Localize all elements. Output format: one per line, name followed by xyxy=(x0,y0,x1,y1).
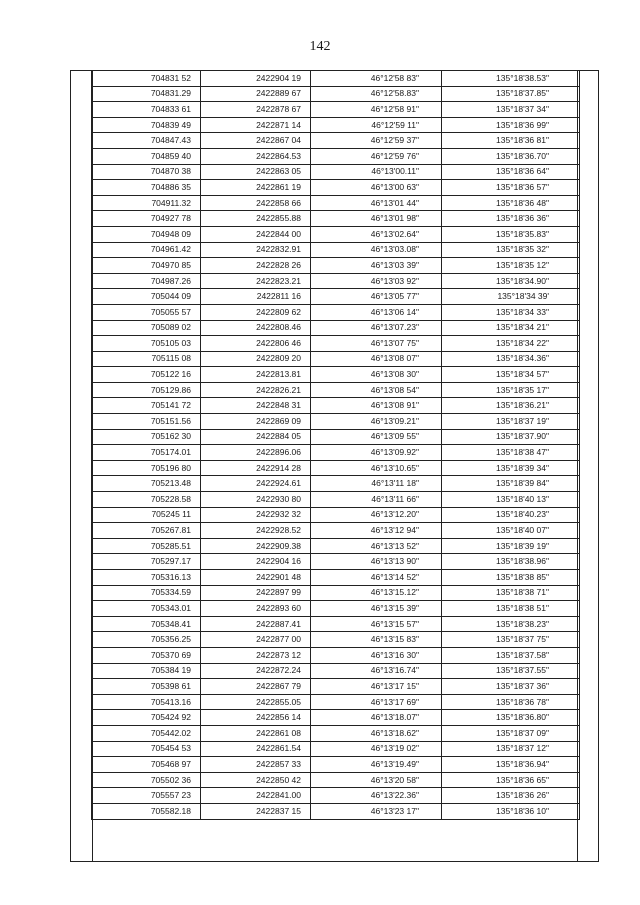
longitude-cell: 135°18'38.23" xyxy=(442,616,580,632)
latitude-cell: 46°12'59 76" xyxy=(311,148,442,164)
x-coordinate-cell: 705334.59 xyxy=(92,585,201,601)
y-coordinate-cell: 2422930 80 xyxy=(201,492,311,508)
table-row xyxy=(92,258,580,274)
table-row xyxy=(92,585,580,601)
x-coordinate-cell: 705557 23 xyxy=(92,788,201,804)
y-coordinate-cell: 2422811 16 xyxy=(201,289,311,305)
y-coordinate-cell: 2422897 99 xyxy=(201,585,311,601)
longitude-cell: 135°18'36 26" xyxy=(442,788,580,804)
x-coordinate-cell: 705424 92 xyxy=(92,710,201,726)
table-row xyxy=(92,164,580,180)
x-coordinate-cell: 704859 40 xyxy=(92,148,201,164)
y-coordinate-cell: 2422901 48 xyxy=(201,570,311,586)
y-coordinate-cell: 2422877 00 xyxy=(201,632,311,648)
latitude-cell: 46°13'11 18" xyxy=(311,476,442,492)
table-row xyxy=(92,460,580,476)
y-coordinate-cell: 2422928.52 xyxy=(201,523,311,539)
longitude-cell: 135°18'34 33" xyxy=(442,304,580,320)
x-coordinate-cell: 705245 11 xyxy=(92,507,201,523)
latitude-cell: 46°13'09 55" xyxy=(311,429,442,445)
x-coordinate-cell: 705196 80 xyxy=(92,460,201,476)
latitude-cell: 46°13'11 66" xyxy=(311,492,442,508)
longitude-cell: 135°18'35.83" xyxy=(442,226,580,242)
y-coordinate-cell: 2422823.21 xyxy=(201,273,311,289)
longitude-cell: 135°18'37 75" xyxy=(442,632,580,648)
latitude-cell: 46°13'09.92" xyxy=(311,445,442,461)
table-row xyxy=(92,788,580,804)
longitude-cell: 135°18'36.94" xyxy=(442,757,580,773)
y-coordinate-cell: 2422924.61 xyxy=(201,476,311,492)
longitude-cell: 135°18'39 84" xyxy=(442,476,580,492)
longitude-cell: 135°18'35 12" xyxy=(442,258,580,274)
x-coordinate-cell: 704870 38 xyxy=(92,164,201,180)
y-coordinate-cell: 2422871 14 xyxy=(201,117,311,133)
y-coordinate-cell: 2422893 60 xyxy=(201,601,311,617)
longitude-cell: 135°18'37.85" xyxy=(442,86,580,102)
x-coordinate-cell: 704847.43 xyxy=(92,133,201,149)
x-coordinate-cell: 705151.56 xyxy=(92,414,201,430)
latitude-cell: 46°13'13 52" xyxy=(311,538,442,554)
table-row xyxy=(92,414,580,430)
latitude-cell: 46°13'09.21" xyxy=(311,414,442,430)
y-coordinate-cell: 2422809 20 xyxy=(201,351,311,367)
x-coordinate-cell: 705384 19 xyxy=(92,663,201,679)
longitude-cell: 135°18'38 47" xyxy=(442,445,580,461)
longitude-cell: 135°18'37.90" xyxy=(442,429,580,445)
latitude-cell: 46°13'08 54" xyxy=(311,382,442,398)
latitude-cell: 46°13'10.65" xyxy=(311,460,442,476)
latitude-cell: 46°13'03 39" xyxy=(311,258,442,274)
latitude-cell: 46°13'12 94" xyxy=(311,523,442,539)
latitude-cell: 46°13'18.62" xyxy=(311,725,442,741)
x-coordinate-cell: 705502 36 xyxy=(92,772,201,788)
table-row xyxy=(92,242,580,258)
longitude-cell: 135°18'37 12" xyxy=(442,741,580,757)
y-coordinate-cell: 2422808.46 xyxy=(201,320,311,336)
longitude-cell: 135°18'34 22" xyxy=(442,336,580,352)
longitude-cell: 135°18'38.96" xyxy=(442,554,580,570)
x-coordinate-cell: 704833 61 xyxy=(92,102,201,118)
y-coordinate-cell: 2422837 15 xyxy=(201,803,311,819)
latitude-cell: 46°13'07 75" xyxy=(311,336,442,352)
x-coordinate-cell: 704970 85 xyxy=(92,258,201,274)
y-coordinate-cell: 2422813.81 xyxy=(201,367,311,383)
x-coordinate-cell: 705089 02 xyxy=(92,320,201,336)
table-row xyxy=(92,148,580,164)
table-row xyxy=(92,663,580,679)
latitude-cell: 46°13'12.20" xyxy=(311,507,442,523)
x-coordinate-cell: 705413.16 xyxy=(92,694,201,710)
longitude-cell: 135°18'36 64" xyxy=(442,164,580,180)
table-row xyxy=(92,102,580,118)
table-row xyxy=(92,741,580,757)
longitude-cell: 135°18'37 09" xyxy=(442,725,580,741)
x-coordinate-cell: 705356.25 xyxy=(92,632,201,648)
x-coordinate-cell: 705582.18 xyxy=(92,803,201,819)
longitude-cell: 135°18'39 19" xyxy=(442,538,580,554)
latitude-cell: 46°12'59 11" xyxy=(311,117,442,133)
latitude-cell: 46°13'20 58" xyxy=(311,772,442,788)
x-coordinate-cell: 705213.48 xyxy=(92,476,201,492)
latitude-cell: 46°13'15 83" xyxy=(311,632,442,648)
x-coordinate-cell: 705044 09 xyxy=(92,289,201,305)
longitude-cell: 135°18'34.36" xyxy=(442,351,580,367)
longitude-cell: 135°18'36.80" xyxy=(442,710,580,726)
x-coordinate-cell: 704839 49 xyxy=(92,117,201,133)
x-coordinate-cell: 704886 35 xyxy=(92,180,201,196)
longitude-cell: 135°18'34 21" xyxy=(442,320,580,336)
left-margin-column xyxy=(71,71,93,861)
table-row xyxy=(92,757,580,773)
latitude-cell: 46°13'07.23" xyxy=(311,320,442,336)
latitude-cell: 46°13'08 30" xyxy=(311,367,442,383)
x-coordinate-cell: 705115 08 xyxy=(92,351,201,367)
table-row xyxy=(92,86,580,102)
latitude-cell: 46°13'22.36" xyxy=(311,788,442,804)
y-coordinate-cell: 2422855.88 xyxy=(201,211,311,227)
latitude-cell: 46°12'58 91" xyxy=(311,102,442,118)
latitude-cell: 46°13'15.12" xyxy=(311,585,442,601)
table-row xyxy=(92,117,580,133)
longitude-cell: 135°18'36 81" xyxy=(442,133,580,149)
latitude-cell: 46°13'18.07" xyxy=(311,710,442,726)
y-coordinate-cell: 2422914 28 xyxy=(201,460,311,476)
x-coordinate-cell: 705162 30 xyxy=(92,429,201,445)
y-coordinate-cell: 2422855.05 xyxy=(201,694,311,710)
y-coordinate-cell: 2422861 08 xyxy=(201,725,311,741)
longitude-cell: 135°18'35 32" xyxy=(442,242,580,258)
latitude-cell: 46°12'58.83" xyxy=(311,86,442,102)
coordinates-table-body xyxy=(92,71,580,820)
coordinates-table xyxy=(91,70,580,820)
y-coordinate-cell: 2422932 32 xyxy=(201,507,311,523)
y-coordinate-cell: 2422909.38 xyxy=(201,538,311,554)
longitude-cell: 135°18'40 13" xyxy=(442,492,580,508)
x-coordinate-cell: 705442.02 xyxy=(92,725,201,741)
longitude-cell: 135°18'38.53" xyxy=(442,71,580,87)
y-coordinate-cell: 2422856 14 xyxy=(201,710,311,726)
y-coordinate-cell: 2422867 79 xyxy=(201,679,311,695)
x-coordinate-cell: 705105 03 xyxy=(92,336,201,352)
latitude-cell: 46°13'15 39" xyxy=(311,601,442,617)
x-coordinate-cell: 704961.42 xyxy=(92,242,201,258)
x-coordinate-cell: 705129.86 xyxy=(92,382,201,398)
longitude-cell: 135°18'35 17" xyxy=(442,382,580,398)
x-coordinate-cell: 705468 97 xyxy=(92,757,201,773)
latitude-cell: 46°13'00 63" xyxy=(311,180,442,196)
x-coordinate-cell: 705297.17 xyxy=(92,554,201,570)
y-coordinate-cell: 2422863 05 xyxy=(201,164,311,180)
y-coordinate-cell: 2422848 31 xyxy=(201,398,311,414)
y-coordinate-cell: 2422884 05 xyxy=(201,429,311,445)
latitude-cell: 46°13'14 52" xyxy=(311,570,442,586)
longitude-cell: 135°18'37.55" xyxy=(442,663,580,679)
latitude-cell: 46°13'16.74" xyxy=(311,663,442,679)
latitude-cell: 46°13'03 92" xyxy=(311,273,442,289)
longitude-cell: 135°18'36 99" xyxy=(442,117,580,133)
x-coordinate-cell: 705316.13 xyxy=(92,570,201,586)
x-coordinate-cell: 704831 52 xyxy=(92,71,201,87)
table-row xyxy=(92,772,580,788)
latitude-cell: 46°13'17 15" xyxy=(311,679,442,695)
y-coordinate-cell: 2422878 67 xyxy=(201,102,311,118)
y-coordinate-cell: 2422864.53 xyxy=(201,148,311,164)
latitude-cell: 46°13'01 44" xyxy=(311,195,442,211)
x-coordinate-cell: 705343.01 xyxy=(92,601,201,617)
x-coordinate-cell: 705348.41 xyxy=(92,616,201,632)
x-coordinate-cell: 705370 69 xyxy=(92,647,201,663)
latitude-cell: 46°13'02.64" xyxy=(311,226,442,242)
y-coordinate-cell: 2422826.21 xyxy=(201,382,311,398)
longitude-cell: 135°18'36.70" xyxy=(442,148,580,164)
longitude-cell: 135°18'38 85" xyxy=(442,570,580,586)
table-row xyxy=(92,725,580,741)
latitude-cell: 46°12'58 83" xyxy=(311,71,442,87)
latitude-cell: 46°13'19.49" xyxy=(311,757,442,773)
table-row xyxy=(92,616,580,632)
table-row xyxy=(92,180,580,196)
y-coordinate-cell: 2422861.54 xyxy=(201,741,311,757)
y-coordinate-cell: 2422857 33 xyxy=(201,757,311,773)
x-coordinate-cell: 705174.01 xyxy=(92,445,201,461)
latitude-cell: 46°12'59 37" xyxy=(311,133,442,149)
y-coordinate-cell: 2422832.91 xyxy=(201,242,311,258)
y-coordinate-cell: 2422844 00 xyxy=(201,226,311,242)
x-coordinate-cell: 704831.29 xyxy=(92,86,201,102)
latitude-cell: 46°13'08 91" xyxy=(311,398,442,414)
table-row xyxy=(92,507,580,523)
latitude-cell: 46°13'17 69" xyxy=(311,694,442,710)
y-coordinate-cell: 2422867 04 xyxy=(201,133,311,149)
y-coordinate-cell: 2422806 46 xyxy=(201,336,311,352)
x-coordinate-cell: 705398 61 xyxy=(92,679,201,695)
longitude-cell: 135°18'36 36" xyxy=(442,211,580,227)
table-row xyxy=(92,803,580,819)
y-coordinate-cell: 2422858 66 xyxy=(201,195,311,211)
latitude-cell: 46°13'00.11" xyxy=(311,164,442,180)
latitude-cell: 46°13'01 98" xyxy=(311,211,442,227)
longitude-cell: 135°18'38 71" xyxy=(442,585,580,601)
y-coordinate-cell: 2422872.24 xyxy=(201,663,311,679)
y-coordinate-cell: 2422896.06 xyxy=(201,445,311,461)
longitude-cell: 135°18'36 48" xyxy=(442,195,580,211)
y-coordinate-cell: 2422904 16 xyxy=(201,554,311,570)
table-row xyxy=(92,694,580,710)
latitude-cell: 46°13'06 14" xyxy=(311,304,442,320)
table-row xyxy=(92,445,580,461)
table-row xyxy=(92,211,580,227)
latitude-cell: 46°13'23 17" xyxy=(311,803,442,819)
y-coordinate-cell: 2422841.00 xyxy=(201,788,311,804)
longitude-cell: 135°18'40 07" xyxy=(442,523,580,539)
table-row xyxy=(92,710,580,726)
longitude-cell: 135°18'38 51" xyxy=(442,601,580,617)
x-coordinate-cell: 705454 53 xyxy=(92,741,201,757)
latitude-cell: 46°13'05 77" xyxy=(311,289,442,305)
table-row xyxy=(92,320,580,336)
y-coordinate-cell: 2422828 26 xyxy=(201,258,311,274)
table-row xyxy=(92,382,580,398)
latitude-cell: 46°13'03.08" xyxy=(311,242,442,258)
x-coordinate-cell: 705141 72 xyxy=(92,398,201,414)
table-row xyxy=(92,679,580,695)
table-row xyxy=(92,570,580,586)
x-coordinate-cell: 705055 57 xyxy=(92,304,201,320)
table-row xyxy=(92,273,580,289)
table-row xyxy=(92,195,580,211)
table-row xyxy=(92,538,580,554)
table-row xyxy=(92,492,580,508)
longitude-cell: 135°18'36 78" xyxy=(442,694,580,710)
y-coordinate-cell: 2422809 62 xyxy=(201,304,311,320)
x-coordinate-cell: 705228.58 xyxy=(92,492,201,508)
y-coordinate-cell: 2422869 09 xyxy=(201,414,311,430)
x-coordinate-cell: 704948 09 xyxy=(92,226,201,242)
longitude-cell: 135°18'34.90" xyxy=(442,273,580,289)
table-row xyxy=(92,226,580,242)
x-coordinate-cell: 705267.81 xyxy=(92,523,201,539)
table-row xyxy=(92,523,580,539)
x-coordinate-cell: 704911.32 xyxy=(92,195,201,211)
latitude-cell: 46°13'19 02" xyxy=(311,741,442,757)
longitude-cell: 135°18'37 36" xyxy=(442,679,580,695)
table-row xyxy=(92,429,580,445)
longitude-cell: 135°18'34 57" xyxy=(442,367,580,383)
latitude-cell: 46°13'08 07" xyxy=(311,351,442,367)
longitude-cell: 135°18'36.21" xyxy=(442,398,580,414)
table-row xyxy=(92,601,580,617)
right-margin-column xyxy=(577,71,598,861)
longitude-cell: 135°18'37.58" xyxy=(442,647,580,663)
table-row xyxy=(92,71,580,87)
table-row xyxy=(92,367,580,383)
table-row xyxy=(92,476,580,492)
longitude-cell: 135°18'37 34" xyxy=(442,102,580,118)
table-row xyxy=(92,351,580,367)
x-coordinate-cell: 704987.26 xyxy=(92,273,201,289)
longitude-cell: 135°18'37 19" xyxy=(442,414,580,430)
y-coordinate-cell: 2422889 67 xyxy=(201,86,311,102)
longitude-cell: 135°18'36 57" xyxy=(442,180,580,196)
table-row xyxy=(92,336,580,352)
table-row xyxy=(92,647,580,663)
x-coordinate-cell: 705285.51 xyxy=(92,538,201,554)
x-coordinate-cell: 704927 78 xyxy=(92,211,201,227)
table-row xyxy=(92,289,580,305)
latitude-cell: 46°13'15 57" xyxy=(311,616,442,632)
longitude-cell: 135°18'36 65" xyxy=(442,772,580,788)
longitude-cell: 135°18'36 10" xyxy=(442,803,580,819)
longitude-cell: 135°18'34 39' xyxy=(442,289,580,305)
y-coordinate-cell: 2422873 12 xyxy=(201,647,311,663)
table-row xyxy=(92,554,580,570)
y-coordinate-cell: 2422850 42 xyxy=(201,772,311,788)
y-coordinate-cell: 2422861 19 xyxy=(201,180,311,196)
y-coordinate-cell: 2422887.41 xyxy=(201,616,311,632)
table-row xyxy=(92,632,580,648)
page-number: 142 xyxy=(309,39,331,54)
y-coordinate-cell: 2422904 19 xyxy=(201,71,311,87)
x-coordinate-cell: 705122 16 xyxy=(92,367,201,383)
table-row xyxy=(92,304,580,320)
table-row xyxy=(92,133,580,149)
longitude-cell: 135°18'40.23" xyxy=(442,507,580,523)
longitude-cell: 135°18'39 34" xyxy=(442,460,580,476)
table-row xyxy=(92,398,580,414)
latitude-cell: 46°13'16 30" xyxy=(311,647,442,663)
latitude-cell: 46°13'13 90" xyxy=(311,554,442,570)
